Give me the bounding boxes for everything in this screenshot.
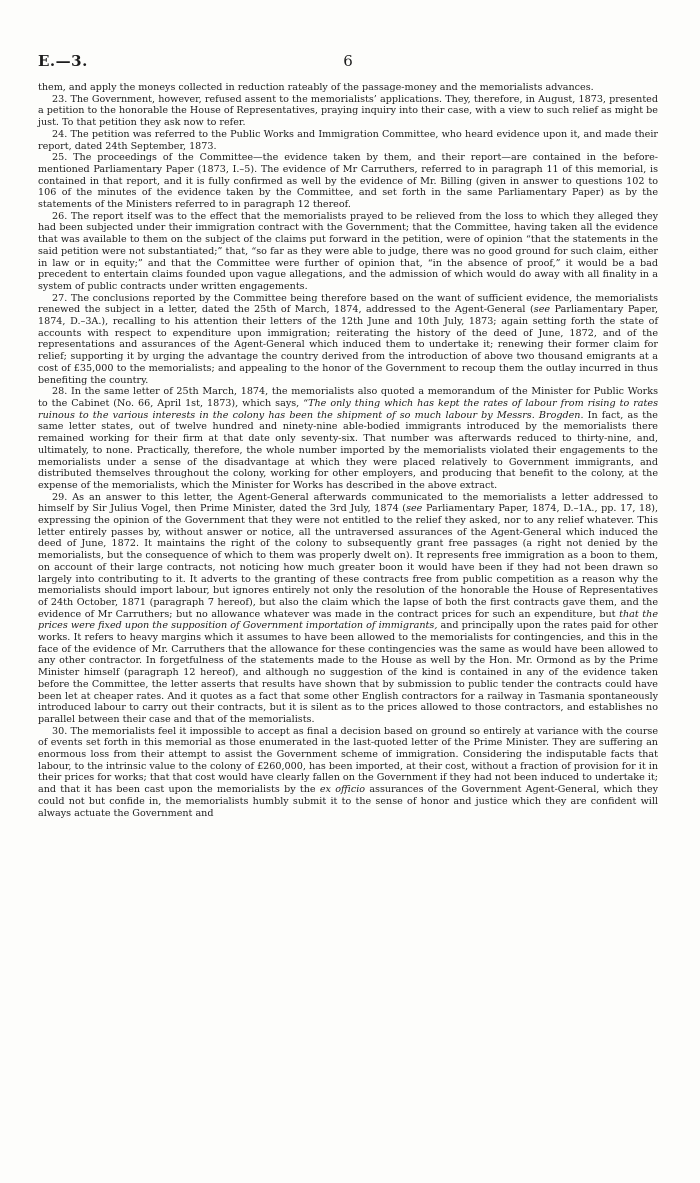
paragraph <box>38 492 658 726</box>
paragraph-text: In fact, as the same letter states, out of twelve hundred and ninety-nine able-bodied immigrants introduced by the memorialists there remained working for their firm at that date only seventy-six. That number was afterwards reduced to thirty-nine, and, ultimately, to none. Practically, therefore, the whole number imported by the memorialists violated their engagements to the memorialists under a sense of the disadvantage at which they were placed relatively to Government immigrants, and distributed themselves throughout the colony, working for other employers, and producing that benefit to the colony, at the expense of the memorialists, which the Minister for Works has described in the above extract. <box>38 409 658 491</box>
page-header <box>38 52 658 82</box>
paragraph <box>38 94 658 129</box>
italic-text: see <box>533 304 551 316</box>
paragraph <box>38 293 658 387</box>
italic-text: ex officio <box>319 784 366 796</box>
paragraph-text: As an answer to this letter, the Agent-General afterwards communicated to the memorialists a letter addressed to himself by Sir Julius Vogel, then Prime Minister, dated the 3rd July, 1874 ( <box>38 491 658 515</box>
paragraph-number: 26. <box>52 210 71 222</box>
paragraph-number: 28. <box>52 386 71 398</box>
document-reference: E.—3. <box>38 52 88 70</box>
paragraph-number: 29. <box>52 491 73 503</box>
paragraph-text: In the same letter of 25th March, 1874, the memorialists also quoted a memorandum of the Minister for Public Works to the Cabinet (No. 66, April 1st, 1873), which says, “ <box>38 386 658 409</box>
paragraph <box>38 726 658 820</box>
paragraph-number: 25. <box>52 152 74 164</box>
italic-text: see <box>406 503 423 515</box>
paragraph-number: 24. <box>52 128 71 140</box>
italic-text: that the prices were fixed upon the supposition of Government importation of immigrants, <box>38 608 658 632</box>
paragraph <box>38 386 658 491</box>
paragraph-text: The memorialists feel it impossible to accept as final a decision based on ground so entirely at variance with the course of events set forth in this memorial as those enumerated in the last-quoted letter of the Prime Minister. They are suffering an enormous loss from their attempt to assist the Government scheme of immigration. Considering the indisputable facts that labour, to the intrinsic value to the colony of £260,000, has been imported, at their cost, without a fraction of provision for it in their prices for works; that that cost would have clearly fallen on the Government if they had not been induced to undertake it; and that it has been cast upon the memorialists by the <box>38 725 659 796</box>
paragraph-number: 30. <box>52 725 71 737</box>
paragraph <box>38 211 658 293</box>
italic-text: The only thing which has kept the rates of labour from rising to rates ruinous to the various interests in the colony has been the shipment of so much labour by Messrs. Brogden. <box>38 397 658 421</box>
paragraph-text: The conclusions reported by the Committee being therefore based on the want of sufficient evidence, the memorialists renewed the subject in a letter, dated the 25th of March, 1874, addressed to the Agent-General ( <box>38 292 659 316</box>
paragraph-text: The report itself was to the effect that the memorialists prayed to be relieved from the loss to which they alleged they had been subjected under their immigration contract with the Government; that the Committee, having taken all the evidence that was available to them on the subject of the claims put forward in the petition, were of opinion “that the statements in the said petition were not substantiated;” that, “so far as they were able to judge, there was no good ground for such claim, either in law or in equity;” and that the Committee were further of opinion that, “in the absence of proof,” it would be a bad precedent to entertain claims founded upon vague allegations, and the admission of which would do away with all finality in a system of public contracts under written engagements. <box>38 210 659 292</box>
paragraph-text: them, and apply the moneys collected in reduction rateably of the passage-money and the memorialists advances. <box>38 82 594 93</box>
paragraph-number: 23. <box>52 93 71 105</box>
paragraph-text: Parliamentary Paper, 1874, D.–3A.), recalling to his attention their letters of the 12th June and 10th July, 1873; again setting forth the state of accounts with respect to expenditure upon immigration; reiterating the history of the deed of June, 1872, and of the representations and assurances of the Agent-General which induced them to undertake it; renewing their former claim for relief; supporting it by urging the advantage the country derived from the introduction of above two thousand emigrants at a cost of £35,000 to the memorialists; and appealing to the honor of the Government to recoup them the outlay incurred in thus benefiting the country. <box>38 304 658 386</box>
paragraph <box>38 129 658 152</box>
paragraph-text: and principally upon the rates paid for other works. It refers to heavy margins which it assumes to have been allowed to the memorialists for contingencies, and this in the face of the evidence of Mr. Carruthers that the allowance for these contingencies was the same as would have been allowed to any other contractor. In forgetfulness of the statements made to the House as well by the Hon. Mr. Ormond as by the Prime Minister himself (paragraph 12 hereof), and although no suggestion of the kind is contained in any of the evidence taken before the Committee, the letter asserts that results have shown that by submission to public tender the contracts could have been let at cheaper rates. And it quotes as a fact that some other English contractors for a railway in Tasmania spontaneously introduced labour to carry out their contracts, but it is silent as to the prices allowed to those contractors, and establishes no parallel between their case and that of the memorialists. <box>38 620 658 725</box>
paragraph-text: The proceedings of the Committee—the evidence taken by them, and their report—are contained in the before-mentioned Parliamentary Paper (1873, I.–5). The evidence of Mr Carruthers, referred to in paragraph 11 of this memorial, is contained in that report, and it is fully confirmed as well by the evidence of Mr. Billing (given in answer to questions 102 to 106 of the minutes of the evidence taken by the Committee, and set forth in the same Parliamentary Paper) as by the statements of the Ministers referred to in paragraph 12 thereof. <box>38 152 658 211</box>
paragraph <box>38 152 658 211</box>
paragraph-text: The petition was referred to the Public Works and Immigration Committee, who heard evidence upon it, and made their report, dated 24th September, 1873. <box>38 128 658 152</box>
paragraph-text: assurances of the Government Agent-General, which they could not but confide in, the memorialists humbly submit it to the sense of honor and justice which they are confident will always actuate the Government and <box>38 784 658 819</box>
paragraph-number: 27. <box>52 292 71 304</box>
paragraph-text: The Government, however, refused assent to the memorialists’ applications. They, therefore, in August, 1873, presented a petition to the honorable the House of Representatives, praying inquiry into their case, with a view to such relief as might be just. To that petition they ask now to refer. <box>38 93 659 129</box>
paragraph <box>38 82 658 94</box>
page-number: 6 <box>343 52 353 70</box>
paragraph-text: Parliamentary Paper, 1874, D.–1A., pp. 17, 18), expressing the opinion of the Government that they were not entitled to the relief they asked, nor to any relief whatever. This letter entirely passes by, without answer or notice, all the untraversed assurances of the Agent-General which induced the deed of June, 1872. It maintains the right of the colony to subsequently grant free passages (a right not denied by the memorialists, but the consequence of which to them was properly dwelt on). It represents free immigration as a boon to them, on account of their large contracts, not noticing how much greater boon it would have been if they had not been drawn so largely into contributing to it. It adverts to the granting of these contracts free from public competition as a reason why the memorialists should import labour, but ignores entirely not only the resolution of the honorable the House of Representatives of 24th October, 1871 (paragraph 7 hereof), but also the claim which the lapse of both the first contracts gave them, and the evidence of Mr Carruthers; but no allowance whatever was made in the contract prices for such an expenditure, but <box>38 503 659 620</box>
document-body <box>38 82 658 819</box>
